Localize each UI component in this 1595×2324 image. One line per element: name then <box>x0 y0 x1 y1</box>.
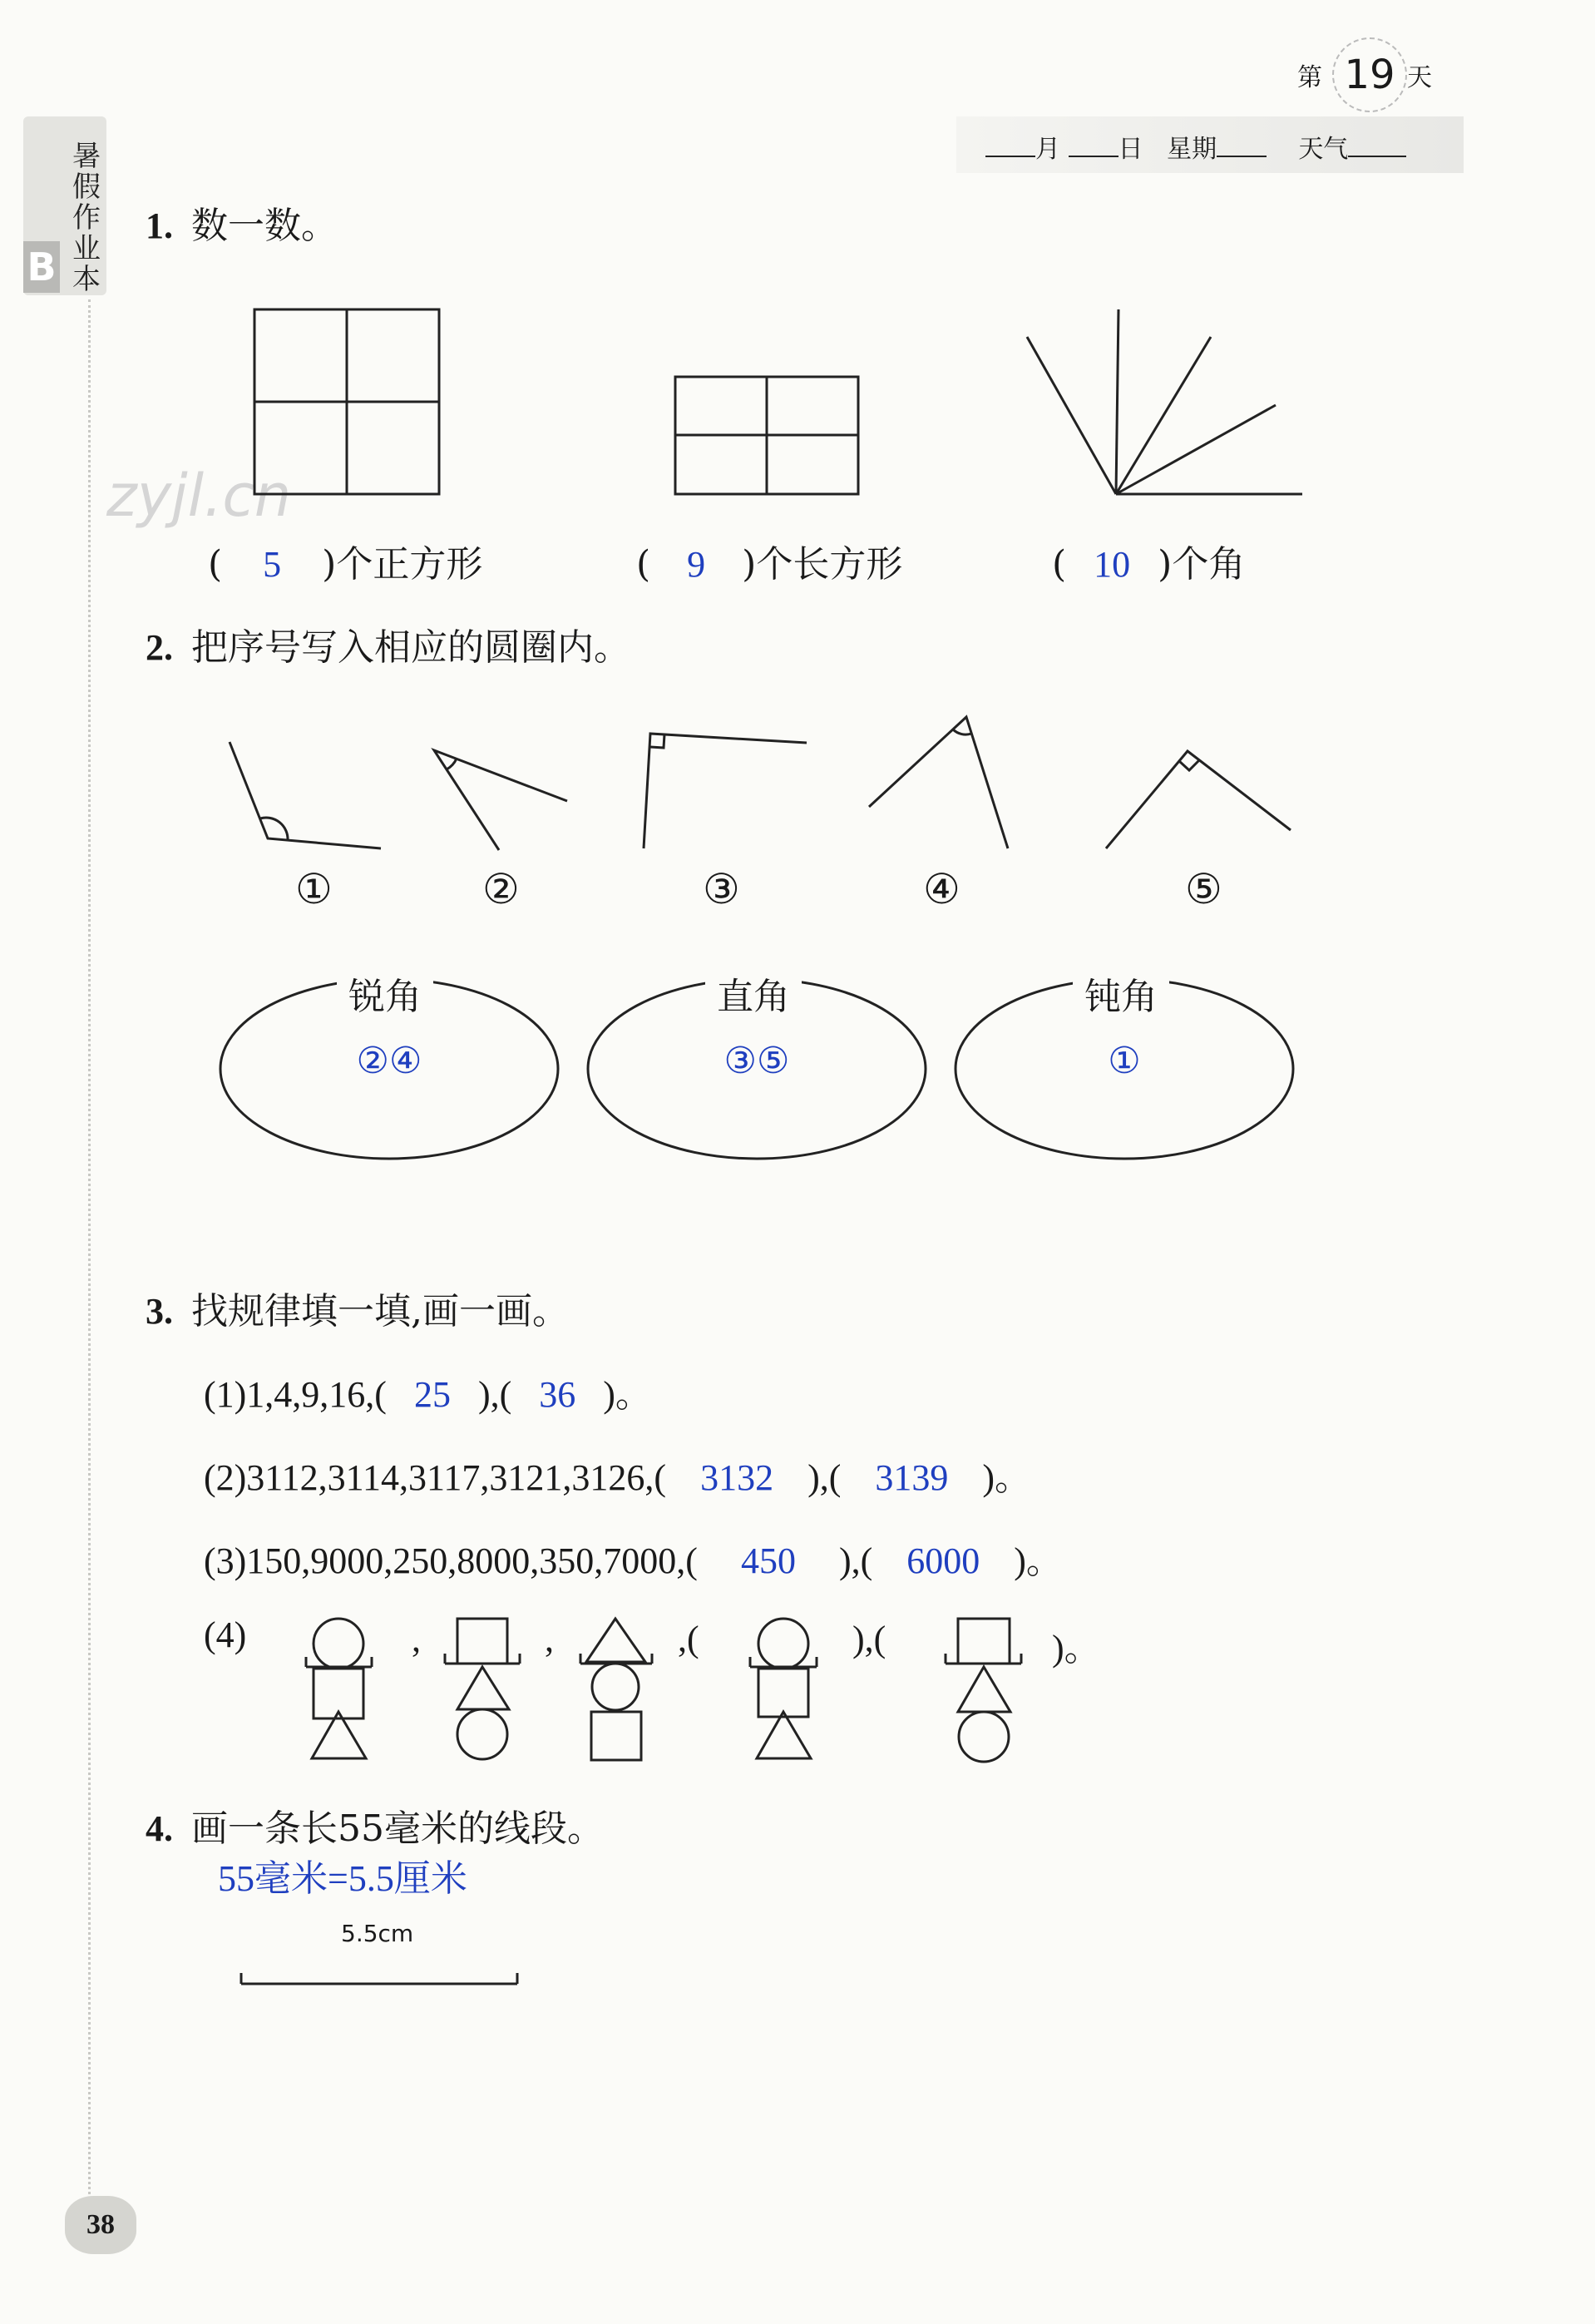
q3-item-1-answer-1: 25 <box>413 1374 451 1415</box>
q3-text: 找规律填一填,画一画。 <box>191 1290 569 1333</box>
angle-label-2: ② <box>482 865 520 913</box>
q3-item-4-suffix: )。 <box>1052 1628 1101 1669</box>
q4-segment <box>241 1973 517 1984</box>
q1-number: 1. <box>146 205 173 246</box>
oval-label-obtuse: 钝角 <box>1073 967 1169 1020</box>
q3-item-4-comma-2: , <box>545 1619 554 1659</box>
q1-caption-rectangles: ( 9 )个长方形 <box>636 543 903 586</box>
day-suffix: 天 <box>1407 63 1432 92</box>
angle-label-1: ① <box>295 865 333 913</box>
q3-item-4-open: ,( <box>678 1619 699 1659</box>
q4-answer: 55毫米=5.5厘米 <box>218 1858 467 1899</box>
q1-square-grid <box>254 309 439 494</box>
q1-caption-squares: ( 5 )个正方形 <box>208 543 483 586</box>
weather-label: 天气 <box>1298 135 1349 164</box>
q3-item-4-label: (4) <box>204 1614 247 1655</box>
day-number: 19 <box>1332 37 1407 112</box>
watermark: zyjl.cn <box>106 462 292 530</box>
q2-title <box>146 617 630 670</box>
angle-1 <box>230 742 381 848</box>
q3-item-1-answer-2: 36 <box>539 1374 576 1415</box>
q3-item-1: (1)1,4,9,16,( 25 ),( 36 )。 <box>204 1374 652 1415</box>
q3-item-3: (3)150,9000,250,8000,350,7000,( 450 ),( 6000 )。 <box>204 1540 1063 1581</box>
day-label: 日 <box>1118 135 1143 164</box>
q2-text: 把序号写入相应的圆圈内。 <box>191 626 630 669</box>
q3-item-2-answer-2: 3139 <box>875 1457 949 1498</box>
angle-5 <box>1106 751 1291 848</box>
q3-item-3-answer-1: 450 <box>740 1540 796 1581</box>
q1-answer-angles: 10 <box>1094 544 1131 585</box>
oval-answer-acute: ②④ <box>356 1041 422 1081</box>
pattern-figure-2 <box>445 1619 520 1759</box>
pattern-answer-1 <box>750 1619 817 1758</box>
q1-answer-squares: 5 <box>263 544 282 585</box>
angle-3 <box>644 734 807 848</box>
q3-title <box>146 1281 569 1334</box>
weekday-label: 星期 <box>1167 135 1217 164</box>
oval-answer-right: ③⑤ <box>723 1041 790 1081</box>
pattern-figure-1 <box>306 1619 372 1758</box>
q1-rectangle-grid <box>675 377 858 494</box>
pattern-answer-2 <box>946 1619 1021 1762</box>
day-prefix: 第 <box>1297 63 1322 92</box>
q1-caption-angles: ( 10 )个角 <box>1052 543 1246 586</box>
q4-segment-label: 5.5cm <box>341 1920 414 1947</box>
q2-number: 2. <box>146 627 173 668</box>
sidebar-title: 暑假作业本 <box>72 140 101 296</box>
angle-2 <box>434 750 567 850</box>
page-number: 38 <box>65 2196 136 2254</box>
oval-label-right: 直角 <box>705 967 802 1020</box>
q3-item-3-answer-2: 6000 <box>906 1540 980 1581</box>
q3-item-4-mid: ),( <box>852 1619 886 1659</box>
q1-angle-fan <box>1027 309 1302 494</box>
sidebar-letter: B <box>23 241 60 293</box>
q1-answer-rectangles: 9 <box>687 544 706 585</box>
q4-number: 4. <box>146 1808 173 1849</box>
oval-answer-obtuse: ① <box>1108 1041 1141 1081</box>
pattern-figure-3 <box>580 1619 652 1760</box>
q4-text: 画一条长55毫米的线段。 <box>191 1807 604 1850</box>
month-label: 月 <box>1035 135 1060 164</box>
q3-item-2-answer-1: 3132 <box>700 1457 774 1498</box>
q3-item-2: (2)3112,3114,3117,3121,3126,( 3132 ),( 3139 )。 <box>204 1457 1032 1498</box>
oval-label-acute: 锐角 <box>337 967 433 1020</box>
q1-text: 数一数。 <box>191 205 338 247</box>
angle-4 <box>869 717 1008 848</box>
q3-item-4-comma-1: , <box>412 1619 421 1659</box>
angle-label-5: ⑤ <box>1185 865 1222 913</box>
angle-label-3: ③ <box>703 865 740 913</box>
q4-title <box>146 1798 604 1852</box>
q3-number: 3. <box>146 1291 173 1332</box>
angle-label-4: ④ <box>923 865 960 913</box>
